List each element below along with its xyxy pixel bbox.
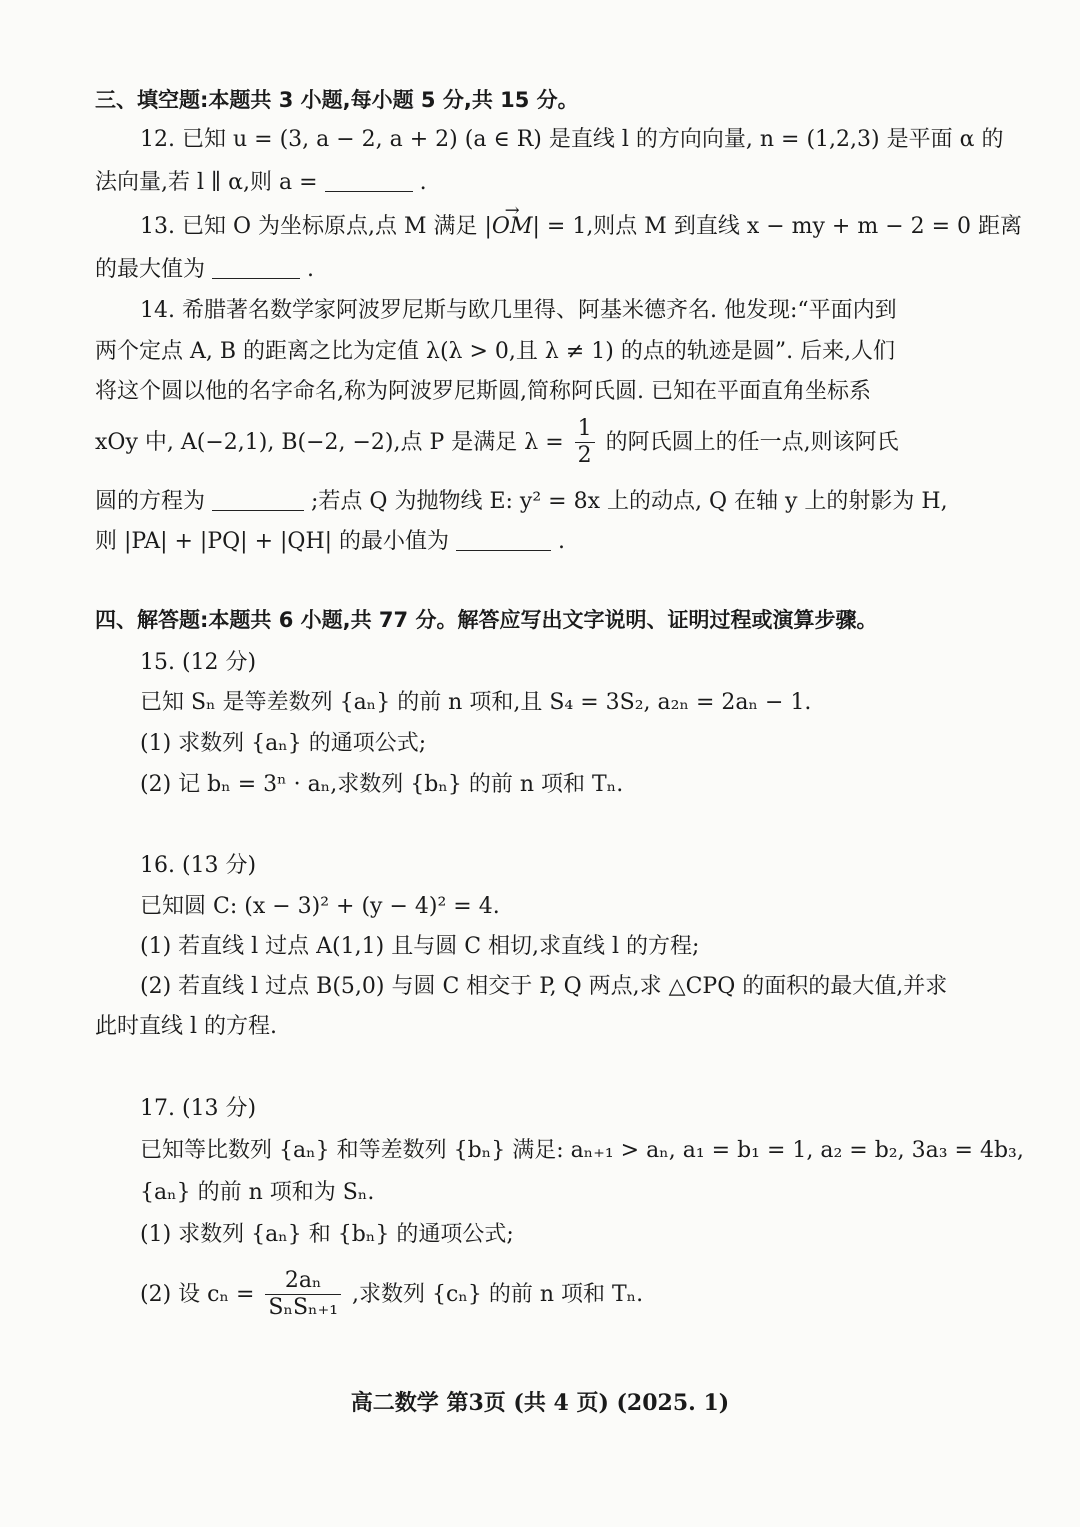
q13-answer-blank (212, 256, 300, 279)
q13-line2-end: . (307, 257, 315, 282)
q17-part1: (1) 求数列 {aₙ} 和 {bₙ} 的通项公式; (140, 1222, 514, 1247)
q12-line2 (95, 169, 427, 196)
q17-part2-end: ,求数列 {cₙ} 的前 n 项和 Tₙ. (352, 1281, 644, 1307)
q14-line5-end: ;若点 Q 为抛物线 E: y² = 8x 上的动点, Q 在轴 y 上的射影为 H, (311, 489, 948, 514)
section-4-heading: 四、解答题:本题共 6 小题,共 77 分。解答应写出文字说明、证明过程或演算步骤。 (95, 608, 878, 632)
q16-part2: (2) 若直线 l 过点 B(5,0) 与圆 C 相交于 P, Q 两点,求 △CPQ 的面积的最大值,并求 (140, 974, 948, 999)
q16-part2-cont: 此时直线 l 的方程. (95, 1014, 278, 1039)
q14-answer-blank-2 (456, 528, 551, 551)
q17-stem: 已知等比数列 {aₙ} 和等差数列 {bₙ} 满足: aₙ₊₁ > aₙ, a₁ = b₁ = 1, a₂ = b₂, 3a₃ = 4b₃, (140, 1138, 1024, 1163)
q12-line2-text: 法向量,若 l ∥ α,则 a = (95, 170, 318, 195)
q14-line4-text: xOy 中, A(−2,1), B(−2, −2),点 P 是满足 λ = (95, 429, 564, 455)
q12-answer-blank (325, 169, 413, 192)
q17-fraction-numerator: 2aₙ (265, 1268, 341, 1295)
q14-line6-text: 则 |PA| + |PQ| + |QH| 的最小值为 (95, 529, 450, 554)
q13-line2-text: 的最大值为 (95, 257, 206, 282)
q14-line2: 两个定点 A, B 的距离之比为定值 λ(λ > 0,且 λ ≠ 1) 的点的轨迹是圆”. 后来,人们 (95, 339, 896, 364)
q13-text-post: | = 1,则点 M 到直线 x − my + m − 2 = 0 距离 (532, 214, 1023, 239)
q16-title: 16. (13 分) (140, 853, 257, 878)
q17-stem2: {aₙ} 的前 n 项和为 Sₙ. (140, 1180, 375, 1205)
q16-stem: 已知圆 C: (x − 3)² + (y − 4)² = 4. (140, 894, 500, 919)
q17-fraction (265, 1268, 341, 1322)
q14-line6 (95, 528, 565, 555)
q14-line3: 将这个圆以他的名字命名,称为阿波罗尼斯圆,简称阿氏圆. 已知在平面直角坐标系 (95, 379, 871, 404)
q14-fraction-numerator: 1 (575, 416, 595, 443)
q12-line1: 12. 已知 u = (3, a − 2, a + 2) (a ∈ R) 是直线 l 的方向向量, n = (1,2,3) 是平面 α 的 (140, 127, 1004, 152)
q14-line1: 14. 希腊著名数学家阿波罗尼斯与欧几里得、阿基米德齐名. 他发现:“平面内到 (140, 298, 897, 323)
q15-stem: 已知 Sₙ 是等差数列 {aₙ} 的前 n 项和,且 S₄ = 3S₂, a₂ₙ = 2aₙ − 1. (140, 690, 812, 715)
q14-line5-text: 圆的方程为 (95, 489, 206, 514)
q17-title: 17. (13 分) (140, 1096, 257, 1121)
q14-answer-blank-1 (212, 488, 304, 511)
q17-part2 (140, 1268, 643, 1322)
q17-fraction-denominator: SₙSₙ₊₁ (268, 1295, 339, 1321)
section-3-heading: 三、填空题:本题共 3 小题,每小题 5 分,共 15 分。 (95, 88, 579, 112)
q14-line4 (95, 416, 899, 470)
q15-title: 15. (12 分) (140, 650, 257, 675)
q14-line5 (95, 488, 948, 515)
q14-line6-end: . (558, 529, 566, 554)
q12-line2-end: . (419, 170, 427, 195)
q14-fraction (575, 416, 595, 470)
q13-vector-om: → OM (492, 214, 533, 240)
q17-part2-text: (2) 设 cₙ = (140, 1281, 255, 1307)
q16-part1: (1) 若直线 l 过点 A(1,1) 且与圆 C 相切,求直线 l 的方程; (140, 934, 700, 959)
q13-line1 (140, 214, 1022, 240)
q13-line2 (95, 256, 314, 283)
q14-line4-end: 的阿氏圆上的任一点,则该阿氏 (605, 429, 899, 455)
q15-part2: (2) 记 bₙ = 3ⁿ · aₙ,求数列 {bₙ} 的前 n 项和 Tₙ. (140, 772, 624, 797)
q14-fraction-denominator: 2 (577, 443, 592, 469)
page-footer: 高二数学 第3页 (共 4 页) (2025. 1) (350, 1390, 730, 1416)
q15-part1: (1) 求数列 {aₙ} 的通项公式; (140, 731, 427, 756)
q13-text-pre: 13. 已知 O 为坐标原点,点 M 满足 | (140, 214, 492, 239)
